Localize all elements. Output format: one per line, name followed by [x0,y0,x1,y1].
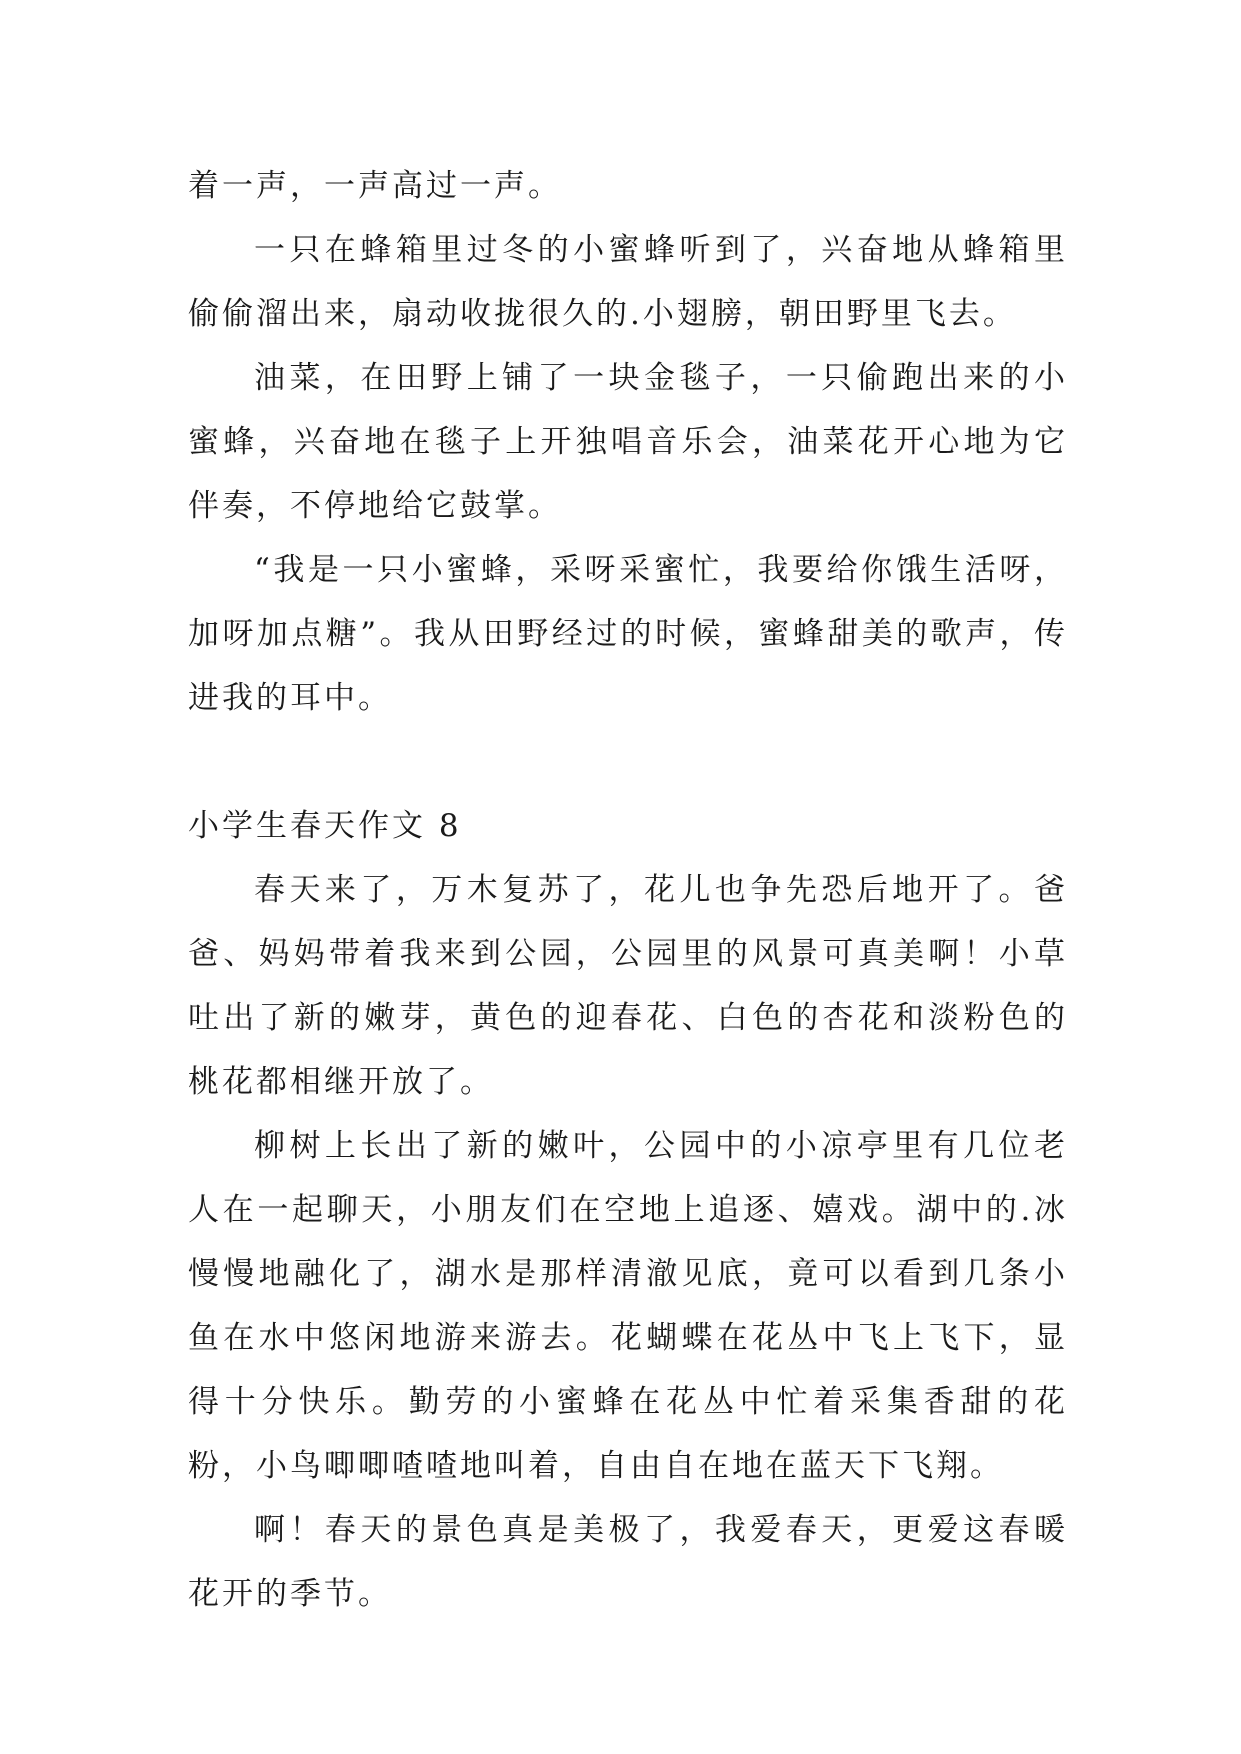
paragraph-bee-song: “我是一只小蜜蜂，采呀采蜜忙，我要给你饿生活呀，加呀加点糖”。我从田野经过的时候，蜜蜂甜美的歌声，传进我的耳中。 [188,552,1068,716]
paragraph-willow-lake: 柳树上长出了新的嫩叶，公园中的小凉亭里有几位老人在一起聊天，小朋友们在空地上追逐、嬉戏。湖中的.冰慢慢地融化了，湖水是那样清澈见底，竟可以看到几条小鱼在水中悠闲地游来游去。花蝴蝶在花丛中飞上飞下，显得十分快乐。勤劳的小蜜蜂在花丛中忙着采集香甜的花粉，小鸟唧唧喳喳地叫着，自由自在地在蓝天下飞翔。 [188,1128,1068,1484]
essay-title: 小学生春天作文 8 [188,808,462,844]
document-body [188,154,1068,1626]
paragraph-bee-wakes: 一只在蜂箱里过冬的小蜜蜂听到了，兴奋地从蜂箱里偷偷溜出来，扇动收拢很久的.小翅膀，朝田野里飞去。 [188,232,1068,332]
paragraph-spring-park: 春天来了，万木复苏了，花儿也争先恐后地开了。爸爸、妈妈带着我来到公园，公园里的风景可真美啊！小草吐出了新的嫩芽，黄色的迎春花、白色的杏花和淡粉色的桃花都相继开放了。 [188,872,1068,1100]
paragraph-closing: 啊！春天的景色真是美极了，我爱春天，更爱这春暖花开的季节。 [188,1512,1068,1612]
paragraph-rapeseed-field: 油菜，在田野上铺了一块金毯子，一只偷跑出来的小蜜蜂，兴奋地在毯子上开独唱音乐会，油菜花开心地为它伴奏，不停地给它鼓掌。 [188,360,1068,524]
paragraph-continuation: 着一声，一声高过一声。 [188,168,562,204]
